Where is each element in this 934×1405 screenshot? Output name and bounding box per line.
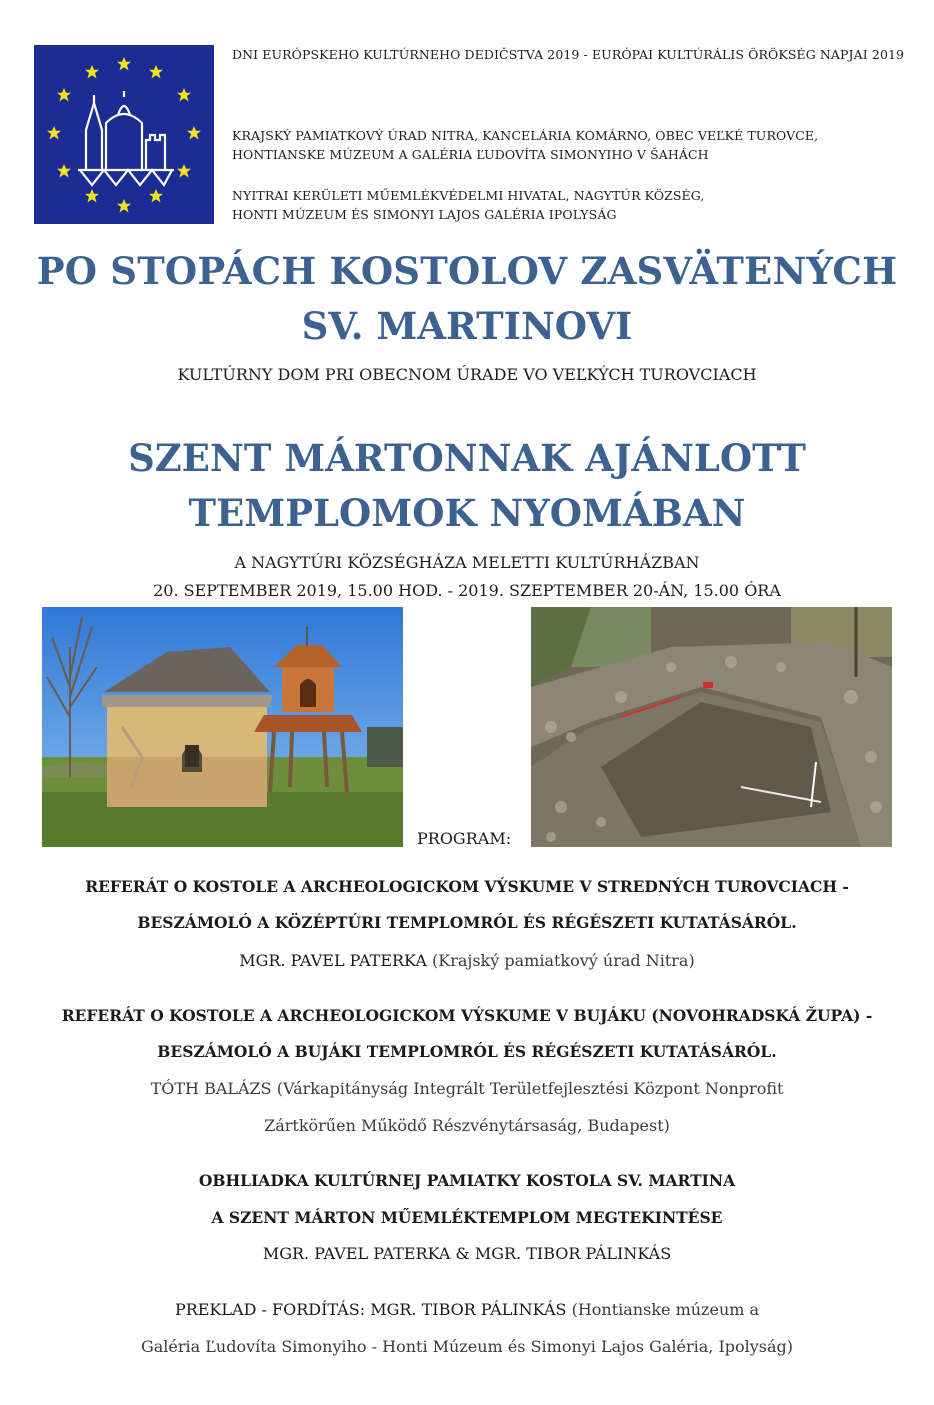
header-organizers-hu-1: NYITRAI KERÜLETI MŰEMLÉKVÉDELMI HIVATAL, NAGYTÚR KÖZSÉG, [232,188,705,203]
header-event-title: DNI EURÓPSKEHO KULTÚRNEHO DEDIČSTVA 2019 - EURÓPAI KULTÚRÁLIS ÖRÖKSÉG NAPJAI 2019 [232,47,905,62]
venue-hu: A NAGYTÚRI KÖZSÉGHÁZA MELETTI KULTÚRHÁZBAN [234,553,700,572]
program-item3-speakers: MGR. PAVEL PATERKA & MGR. TIBOR PÁLINKÁS [262,1244,672,1263]
program-item2-speaker-line [0,1078,934,1100]
star-icon [57,88,71,102]
header-organizers-sk-1: KRAJSKÝ PAMIATKOVÝ ÚRAD NITRA, KANCELÁRIA KOMÁRNO, OBEC VEĽKÉ TUROVCE, [232,128,819,143]
program-item3-sk: OBHLIADKA KULTÚRNEJ PAMIATKY KOSTOLA SV. MARTINA [198,1171,736,1190]
translation-label: PREKLAD - FORDÍTÁS: [174,1300,366,1319]
event-date: 20. SEPTEMBER 2019, 15.00 HOD. - 2019. SZEPTEMBER 20-ÁN, 15.00 ÓRA [153,581,781,600]
star-icon [187,126,201,140]
translator-name: MGR. TIBOR PÁLINKÁS [370,1300,567,1319]
star-icon [149,65,163,79]
logo-graphic [34,45,214,224]
header-organizers-sk-2: HONTIANSKE MÚZEUM A GALÉRIA ĽUDOVÍTA SIMONYIHO V ŠAHÁCH [232,147,709,162]
heritage-days-logo [34,45,214,224]
program-item2-sk: REFERÁT O KOSTOLE A ARCHEOLOGICKOM VÝSKUME V BUJÁKU (NOVOHRADSKÁ ŽUPA) - [61,1006,873,1025]
church-photo [42,607,403,847]
title-hu-line1: SZENT MÁRTONNAK AJÁNLOTT [128,436,806,480]
program-item3-hu: A SZENT MÁRTON MŰEMLÉKTEMPLOM MEGTEKINTÉSE [211,1208,723,1227]
program-label: PROGRAM: [417,829,512,848]
speaker-name: MGR. PAVEL PATERKA [239,951,427,970]
translator-affiliation-cont: Galéria Ľudovíta Simonyiho - Honti Múzeum és Simonyi Lajos Galéria, Ipolyság) [140,1337,794,1356]
program-item2-hu: BESZÁMOLÓ A BUJÁKI TEMPLOMRÓL ÉS RÉGÉSZETI KUTATÁSÁRÓL. [157,1042,777,1061]
speaker-affiliation: (Várkapitányság Integrált Területfejlesztési Központ Nonprofit [276,1079,784,1098]
program-item2-affiliation-cont: Zártkörűen Működő Részvénytársaság, Budapest) [264,1116,670,1135]
star-icon [57,164,71,178]
translator-affiliation: (Hontianske múzeum a [571,1300,760,1319]
star-icon [177,164,191,178]
program-item1-speaker-line [0,950,934,972]
translation-line [0,1299,934,1321]
title-hu-line2: TEMPLOMOK NYOMÁBAN [188,491,746,535]
building-outline-icon [78,91,174,185]
star-icon [47,126,61,140]
speaker-name: TÓTH BALÁZS [150,1079,272,1098]
title-sk-line1: PO STOPÁCH KOSTOLOV ZASVÄTENÝCH [36,249,898,293]
speaker-affiliation: (Krajský pamiatkový úrad Nitra) [432,951,695,970]
star-icon [117,199,131,213]
excavation-photo [531,607,892,847]
header-organizers-hu-2: HONTI MÚZEUM ÉS SIMONYI LAJOS GALÉRIA IPOLYSÁG [232,207,617,222]
star-icon [149,189,163,203]
venue-sk: KULTÚRNY DOM PRI OBECNOM ÚRADE VO VEĽKÝCH TUROVCIACH [177,365,757,384]
star-icon [85,189,99,203]
star-icon [117,57,131,71]
title-sk-line2: SV. MARTINOVI [301,304,633,348]
star-icon [177,88,191,102]
star-icon [85,65,99,79]
program-item1-sk: REFERÁT O KOSTOLE A ARCHEOLOGICKOM VÝSKUME V STREDNÝCH TUROVCIACH - [85,877,849,896]
program-item1-hu: BESZÁMOLÓ A KÖZÉPTÚRI TEMPLOMRÓL ÉS RÉGÉSZETI KUTATÁSÁRÓL. [137,913,797,932]
